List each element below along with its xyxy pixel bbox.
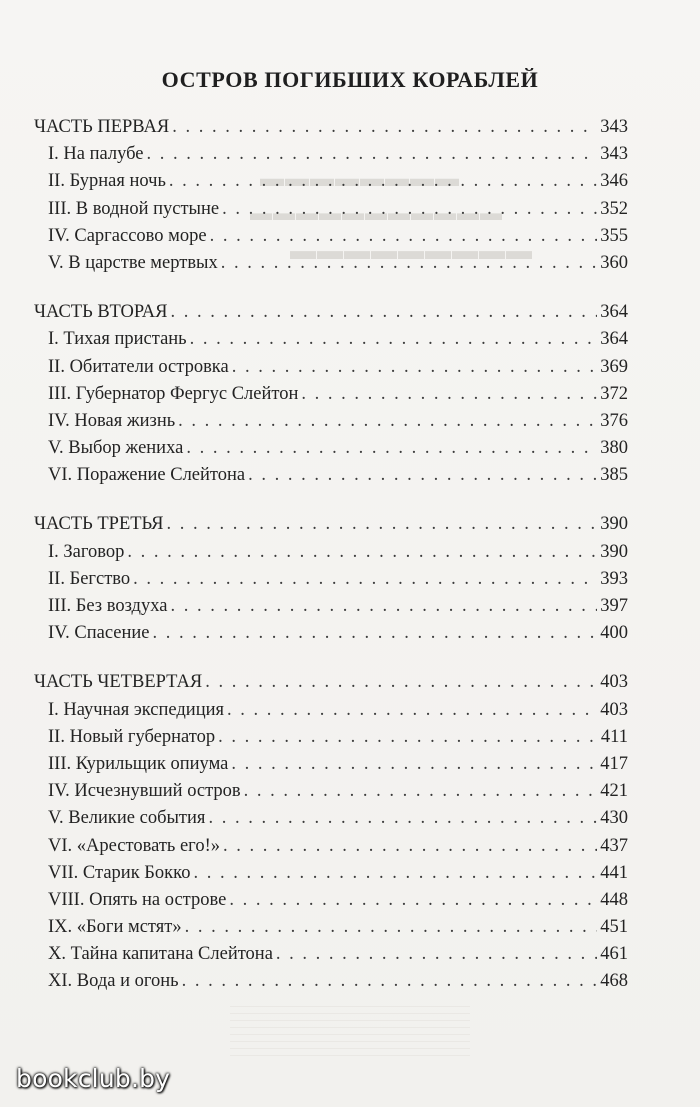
chapter-entry — [34, 539, 628, 566]
chapter-entry-label: III. Курильщик опиума — [48, 753, 229, 774]
chapter-entry-label: I. На палубе — [48, 144, 144, 165]
toc-part — [34, 511, 628, 647]
chapter-entry-page-number: 397 — [600, 596, 628, 616]
chapter-entry-page-number: 364 — [600, 329, 628, 350]
chapter-entry-label: III. Без воздуха — [48, 596, 168, 616]
chapter-entry-label: I. Тихая пристань — [48, 329, 187, 350]
chapter-entry — [34, 462, 628, 489]
chapter-entry-page-number: 421 — [600, 781, 628, 802]
chapter-entry — [34, 697, 628, 724]
chapter-entry — [34, 408, 628, 435]
bleed-through-texture: ▬▬▬▬▬▬▬▬▬ — [290, 236, 533, 265]
dot-leader — [229, 887, 597, 914]
chapter-entry-page-number: 390 — [600, 541, 628, 562]
dot-leader — [169, 168, 597, 195]
part-heading-label: ЧАСТЬ ТРЕТЬЯ — [34, 514, 164, 535]
chapter-entry — [34, 833, 628, 860]
chapter-entry — [34, 941, 628, 968]
chapter-entry-label: V. Выбор жениха — [48, 438, 184, 459]
dot-leader — [147, 141, 598, 168]
chapter-entry-page-number: 372 — [600, 383, 628, 404]
bleed-through-lines — [230, 1000, 470, 1060]
chapter-entry — [34, 250, 628, 277]
dot-leader — [127, 539, 597, 566]
chapter-entry-label: VI. Поражение Слейтона — [48, 465, 246, 486]
dot-leader — [301, 381, 597, 408]
dot-leader — [172, 114, 597, 141]
chapter-entry-label: IV. Саргассово море — [48, 225, 207, 246]
part-heading-page-number: 364 — [600, 302, 628, 323]
dot-leader — [248, 462, 597, 489]
dot-leader — [221, 250, 598, 277]
chapter-entry — [34, 381, 628, 408]
chapter-entry-label: II. Обитатели островка — [48, 356, 229, 377]
chapter-entry — [34, 887, 628, 914]
dot-leader — [208, 805, 597, 832]
chapter-entry-page-number: 385 — [600, 465, 628, 486]
dot-leader — [133, 566, 597, 593]
chapter-entry-label: IV. Новая жизнь — [48, 410, 176, 431]
chapter-entry — [34, 566, 628, 593]
chapter-entry — [34, 168, 628, 195]
part-heading-label: ЧАСТЬ ПЕРВАЯ — [34, 117, 170, 137]
chapter-entry — [34, 593, 628, 620]
page-title: ОСТРОВ ПОГИБШИХ КОРАБЛЕЙ — [161, 67, 539, 92]
dot-leader — [223, 833, 597, 860]
dot-leader — [170, 299, 597, 326]
chapter-entry-label: I. Научная экспедиция — [48, 699, 225, 720]
chapter-entry-page-number: 400 — [600, 623, 628, 644]
chapter-entry — [34, 354, 628, 381]
bleed-through-texture: ▬▬▬▬▬▬▬▬▬▬▬ — [250, 200, 503, 225]
chapter-entry-page-number: 461 — [600, 944, 628, 965]
chapter-entry — [34, 968, 628, 995]
chapter-entry-page-number: 343 — [600, 144, 628, 165]
dot-leader — [232, 354, 598, 381]
chapter-entry-page-number: 430 — [600, 808, 628, 829]
dot-leader — [178, 408, 597, 435]
chapter-entry-label: VII. Старик Бокко — [48, 862, 191, 883]
dot-leader — [182, 968, 598, 995]
chapter-entry-page-number: 369 — [600, 356, 628, 377]
chapter-entry — [34, 435, 628, 462]
toc-part — [34, 114, 628, 277]
dot-leader — [218, 724, 598, 751]
chapter-entry-label: X. Тайна капитана Слейтона — [48, 944, 273, 965]
part-heading-label: ЧАСТЬ ЧЕТВЕРТАЯ — [34, 672, 203, 693]
chapter-entry-page-number: 376 — [600, 410, 628, 431]
chapter-entry-label: II. Бегство — [48, 568, 131, 589]
chapter-entry-label: VI. «Арестовать его!» — [48, 835, 220, 856]
chapter-entry — [34, 223, 628, 250]
dot-leader — [210, 223, 598, 250]
chapter-entry-label: IV. Спасение — [48, 623, 150, 644]
toc-part — [34, 299, 628, 489]
chapter-entry-page-number: 437 — [600, 835, 628, 856]
chapter-entry — [34, 914, 628, 941]
chapter-entry-label: V. В царстве мертвых — [48, 252, 218, 273]
chapter-entry-page-number: 417 — [600, 753, 628, 774]
chapter-entry-label: XI. Вода и огонь — [48, 971, 179, 992]
dot-leader — [170, 593, 597, 620]
chapter-entry-page-number: 393 — [600, 568, 628, 589]
chapter-entry-page-number: 355 — [600, 225, 628, 246]
chapter-entry-page-number: 403 — [600, 699, 628, 720]
dot-leader — [190, 326, 598, 353]
dot-leader — [167, 511, 598, 538]
part-heading-page-number: 343 — [600, 117, 628, 137]
chapter-entry-label: II. Новый губернатор — [48, 726, 216, 747]
chapter-entry — [34, 141, 628, 168]
dot-leader — [185, 914, 598, 941]
chapter-entry-label: III. Губернатор Фергус Слейтон — [48, 383, 299, 404]
dot-leader — [193, 860, 597, 887]
dot-leader — [153, 620, 598, 647]
chapter-entry-page-number: 468 — [600, 971, 628, 992]
dot-leader — [227, 697, 597, 724]
chapter-entry-label: III. В водной пустыне — [48, 198, 220, 219]
part-heading-page-number: 403 — [600, 672, 628, 693]
chapter-entry-page-number: 360 — [600, 252, 628, 273]
chapter-entry — [34, 326, 628, 353]
chapter-entry-page-number: 451 — [600, 917, 628, 938]
chapter-entry — [34, 751, 628, 778]
chapter-entry-page-number: 380 — [600, 438, 628, 459]
chapter-entry — [34, 620, 628, 647]
part-heading-label: ЧАСТЬ ВТОРАЯ — [34, 302, 168, 323]
chapter-entry — [34, 724, 628, 751]
chapter-entry-label: V. Великие события — [48, 808, 206, 829]
chapter-entry — [34, 860, 628, 887]
chapter-entry-label: IV. Исчезнувший остров — [48, 781, 241, 802]
chapter-entry — [34, 196, 628, 223]
part-heading — [34, 511, 628, 538]
table-of-contents — [34, 114, 628, 996]
chapter-entry — [34, 805, 628, 832]
chapter-entry — [34, 778, 628, 805]
chapter-entry-page-number: 441 — [600, 862, 628, 883]
dot-leader — [276, 941, 597, 968]
toc-part — [34, 669, 628, 995]
dot-leader — [186, 435, 597, 462]
chapter-entry-label: II. Бурная ночь — [48, 171, 166, 192]
dot-leader — [222, 196, 597, 223]
bleed-through-texture: ▬▬▬▬▬▬▬▬ — [260, 166, 460, 192]
dot-leader — [244, 778, 598, 805]
chapter-entry-label: I. Заговор — [48, 541, 125, 562]
part-heading — [34, 669, 628, 696]
part-heading — [34, 114, 628, 141]
chapter-entry-page-number: 411 — [600, 726, 628, 747]
chapter-entry-page-number: 346 — [600, 171, 628, 192]
chapter-entry-page-number: 448 — [600, 889, 628, 910]
part-heading — [34, 299, 628, 326]
chapter-entry-label: IX. «Боги мстят» — [48, 917, 182, 938]
dot-leader — [205, 669, 597, 696]
chapter-entry-label: VIII. Опять на острове — [48, 889, 227, 910]
dot-leader — [231, 751, 597, 778]
chapter-entry-page-number: 352 — [600, 198, 628, 219]
part-heading-page-number: 390 — [600, 514, 628, 535]
watermark: bookclub.by — [16, 1064, 171, 1093]
